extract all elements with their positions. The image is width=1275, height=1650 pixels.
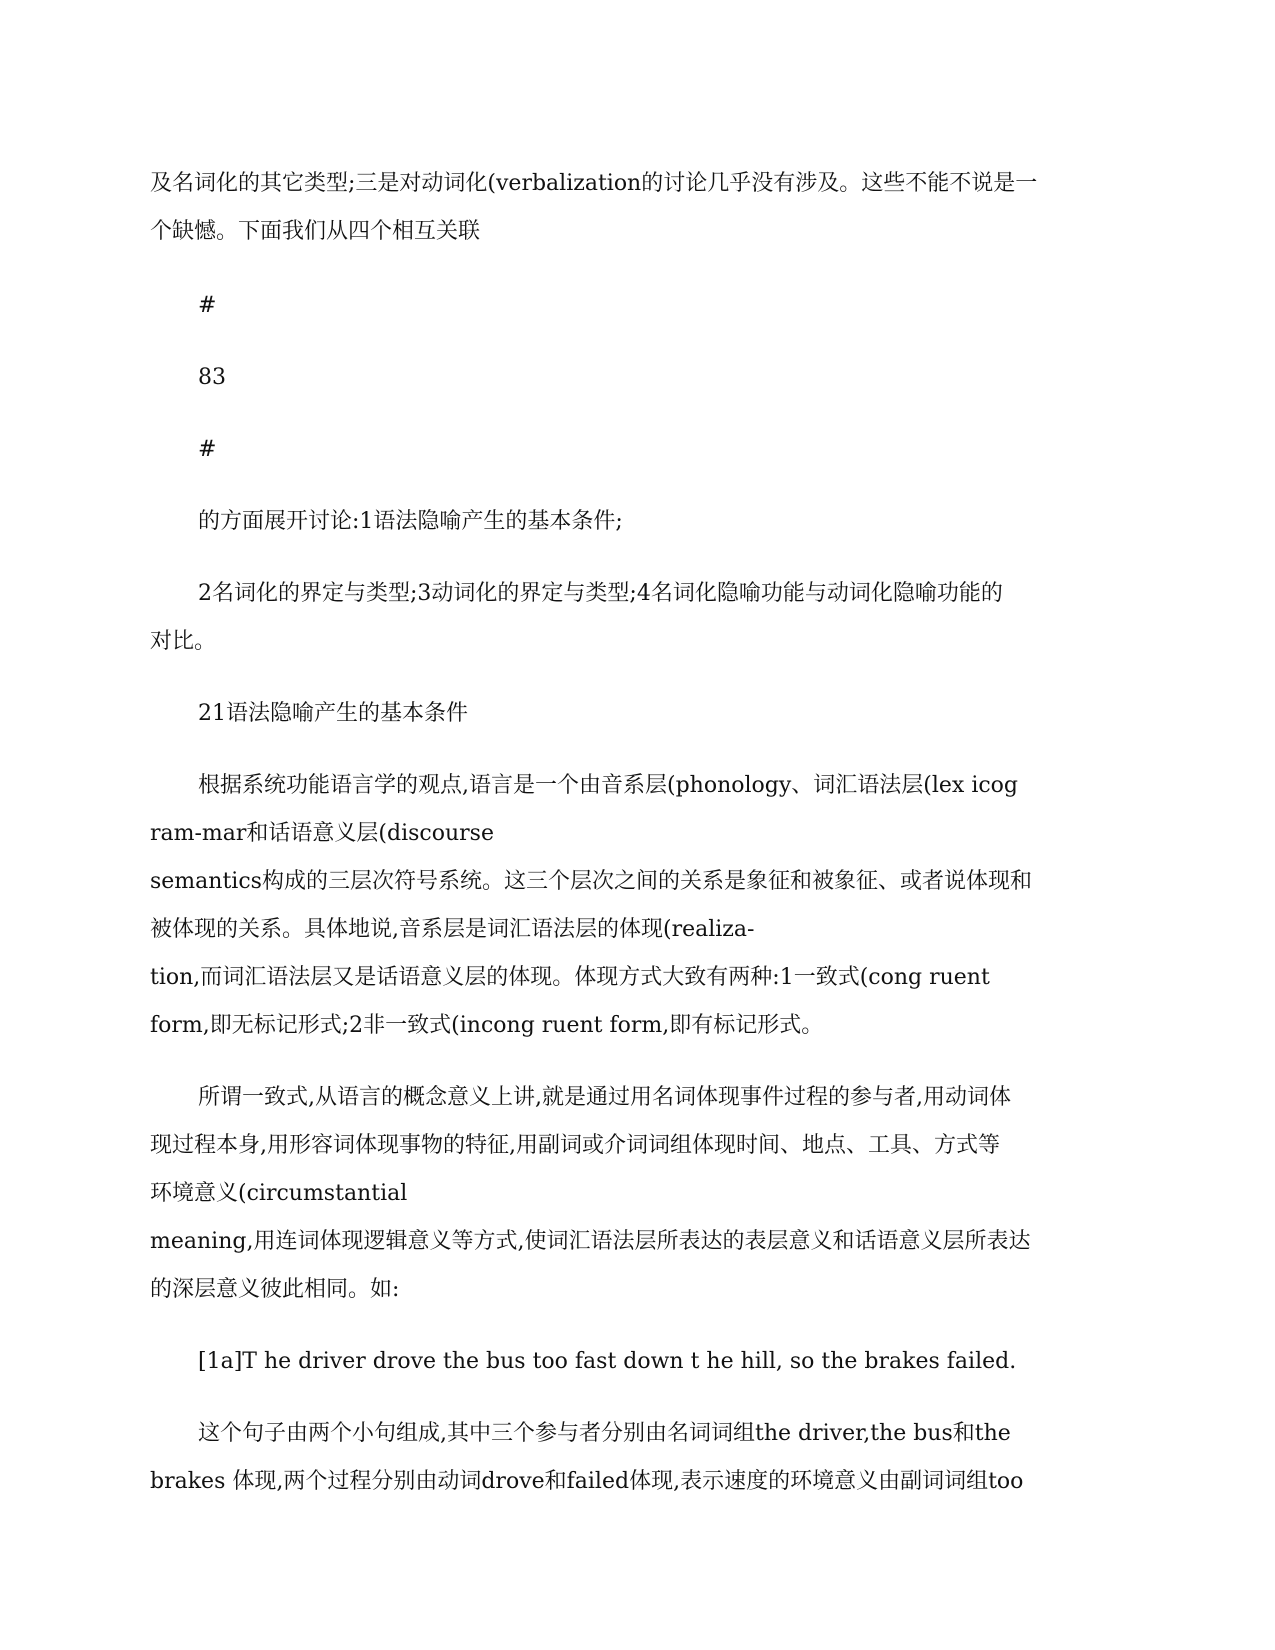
text-line: semantics构成的三层次符号系统。这三个层次之间的关系是象征和被象征、或者说体现和 <box>150 869 1032 894</box>
text-line: 及名词化的其它类型;三是对动词化(verbalization的讨论几乎没有涉及。这些不能不说是一 <box>150 171 1038 196</box>
text-line: 被体现的关系。具体地说,音系层是词汇语法层的体现(realiza- <box>150 917 755 942</box>
paragraph-3 <box>150 354 1125 402</box>
text-line: 对比。 <box>150 629 217 654</box>
text-line: 这个句子由两个小句组成,其中三个参与者分别由名词词组the driver,the bus和the <box>198 1421 1011 1446</box>
text-line: meaning,用连词体现逻辑意义等方式,使词汇语法层所表达的表层意义和话语意义层所表达 <box>150 1229 1031 1254</box>
text-line: 的深层意义彼此相同。如: <box>150 1277 400 1302</box>
text-line: 21语法隐喻产生的基本条件 <box>198 701 468 726</box>
paragraph-4 <box>150 426 1125 474</box>
paragraph-8 <box>150 762 1125 1050</box>
text-line: 个缺憾。下面我们从四个相互关联 <box>150 219 481 244</box>
page-number: 83 <box>198 365 226 390</box>
text-line: 的方面展开讨论:1语法隐喻产生的基本条件; <box>198 509 623 534</box>
page-marker: # <box>198 293 217 318</box>
paragraph-1 <box>150 160 1125 256</box>
paragraph-11 <box>150 1410 1125 1506</box>
text-line: 环境意义(circumstantial <box>150 1181 408 1206</box>
document-page <box>150 160 1125 1506</box>
page-marker: # <box>198 437 217 462</box>
text-line: brakes 体现,两个过程分别由动词drove和failed体现,表示速度的环境意义由副词词组too <box>150 1469 1024 1494</box>
text-line: ram-mar和话语意义层(discourse <box>150 821 494 846</box>
paragraph-5 <box>150 498 1125 546</box>
paragraph-2 <box>150 282 1125 330</box>
text-line: [1a]T he driver drove the bus too fast down t he hill, so the brakes failed. <box>198 1349 1017 1374</box>
text-line: 2名词化的界定与类型;3动词化的界定与类型;4名词化隐喻功能与动词化隐喻功能的 <box>198 581 1003 606</box>
example-sentence <box>150 1338 1125 1386</box>
text-line: form,即无标记形式;2非一致式(incong ruent form,即有标记形式。 <box>150 1013 824 1038</box>
text-line: 根据系统功能语言学的观点,语言是一个由音系层(phonology、词汇语法层(lex icog <box>198 773 1019 798</box>
section-heading <box>150 690 1125 738</box>
text-line: 现过程本身,用形容词体现事物的特征,用副词或介词词组体现时间、地点、工具、方式等 <box>150 1133 1000 1158</box>
paragraph-6 <box>150 570 1125 666</box>
paragraph-9 <box>150 1074 1125 1314</box>
text-line: tion,而词汇语法层又是话语意义层的体现。体现方式大致有两种:1一致式(cong ruent <box>150 965 990 990</box>
text-line: 所谓一致式,从语言的概念意义上讲,就是通过用名词体现事件过程的参与者,用动词体 <box>198 1085 1011 1110</box>
